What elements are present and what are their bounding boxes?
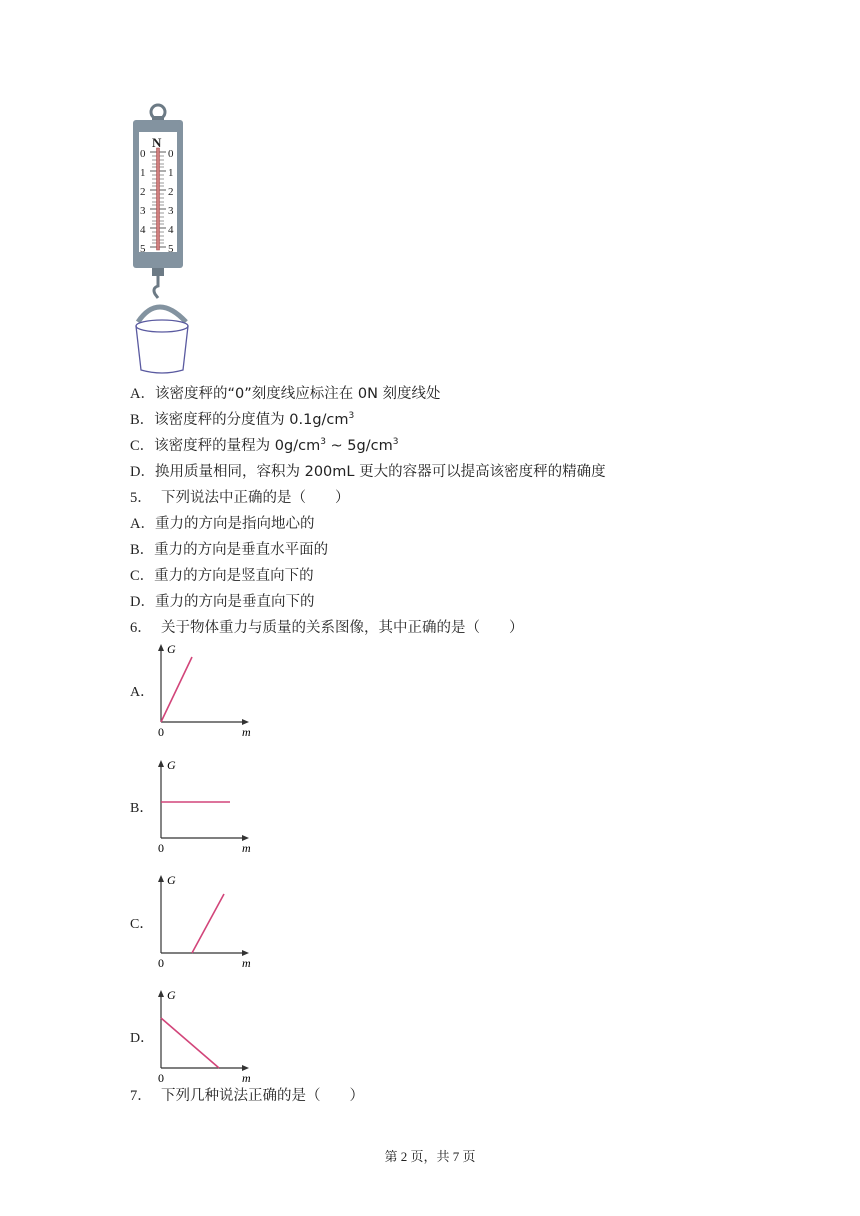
scale-unit-label: N [152,135,162,150]
q6-graph-c [150,871,260,971]
graph-line [161,657,192,722]
question-number: 6． [130,620,152,636]
option-text: 重力的方向是指向地心的 [154,516,315,532]
option-text-cont: ~ 5g/cm [325,438,393,454]
option-label: B． [130,542,155,558]
q6-graph-b-label: B． [130,801,154,816]
origin-label: 0 [158,725,164,739]
q5-option-d [130,592,314,612]
q6-graph-c-label: C． [130,917,154,932]
q4-option-b [130,410,354,430]
y-axis-label: G [167,758,176,772]
question-text: 下列几种说法正确的是（ ） [160,1088,364,1104]
x-axis-label: m [242,1071,251,1085]
scale-tick-label: 5 [168,243,174,255]
question-number: 7． [130,1088,152,1104]
graph-line [161,1018,219,1068]
scale-tick-label: 0 [140,148,146,160]
option-text: 该密度秤的量程为 0g/cm [154,438,321,454]
x-axis-label: m [242,841,251,855]
option-label: C． [130,438,155,454]
q7-stem [130,1086,364,1106]
question-number: 5． [130,490,152,506]
scale-tick-label: 1 [140,167,146,179]
option-text: 重力的方向是竖直向下的 [154,568,314,584]
origin-label: 0 [158,956,164,970]
q6-graph-a-label: A． [130,685,155,700]
graph-line [192,894,224,953]
q5-option-b [130,540,328,560]
y-axis-arrow-icon [158,875,164,882]
superscript: 3 [392,437,399,447]
y-axis-arrow-icon [158,644,164,651]
scale-tick-label: 0 [168,148,174,160]
scale-right-ticks [168,145,174,259]
scale-tick-label: 2 [168,186,174,198]
y-axis-arrow-icon [158,990,164,997]
q6-graph-a [150,640,260,740]
page-footer: 第 2 页，共 7 页 [384,1149,476,1164]
option-label: D． [130,464,155,480]
origin-label: 0 [158,841,164,855]
spring-scale-illustration [128,100,198,380]
scale-tick-label: 5 [140,243,146,255]
q4-option-a [130,384,441,404]
option-text: 该密度秤的分度值为 0.1g/cm [154,412,349,428]
option-text: 换用质量相同，容积为 200mL 更大的容器可以提高该密度秤的精确度 [154,464,606,480]
option-label: D． [130,594,155,610]
question-text: 下列说法中正确的是（ ） [160,490,350,506]
superscript: 3 [320,437,326,447]
option-text: 重力的方向是垂直水平面的 [154,542,329,558]
q4-option-d [130,462,606,482]
option-text: 该密度秤的“0”刻度线应标注在 0N 刻度线处 [154,386,441,402]
option-label: A． [130,516,155,532]
scale-tick-label: 3 [168,205,174,217]
q5-option-a [130,514,314,534]
option-label: B． [130,412,155,428]
scale-tick-label: 4 [140,224,146,236]
scale-tick-label: 3 [140,205,146,217]
y-axis-label: G [167,642,176,656]
q6-stem [130,618,523,638]
y-axis-label: G [167,988,176,1002]
x-axis-label: m [242,725,251,739]
q4-option-c [130,436,398,456]
scale-left-ticks [140,145,146,259]
origin-label: 0 [158,1071,164,1085]
option-label: C． [130,568,155,584]
scale-tick-label: 2 [140,186,146,198]
scale-tick-label: 1 [168,167,174,179]
scale-tick-label: 4 [168,224,174,236]
superscript: 3 [348,411,355,421]
q6-graph-b [150,756,260,856]
y-axis-label: G [167,873,176,887]
option-text: 重力的方向是垂直向下的 [154,594,315,610]
x-axis-label: m [242,956,251,970]
option-label: A． [130,386,155,402]
q5-stem [130,488,349,508]
q6-graph-d [150,986,260,1086]
y-axis-arrow-icon [158,760,164,767]
question-text: 关于物体重力与质量的关系图像，其中正确的是（ ） [160,620,524,636]
q6-graph-d-label: D． [130,1031,155,1046]
q5-option-c [130,566,314,586]
